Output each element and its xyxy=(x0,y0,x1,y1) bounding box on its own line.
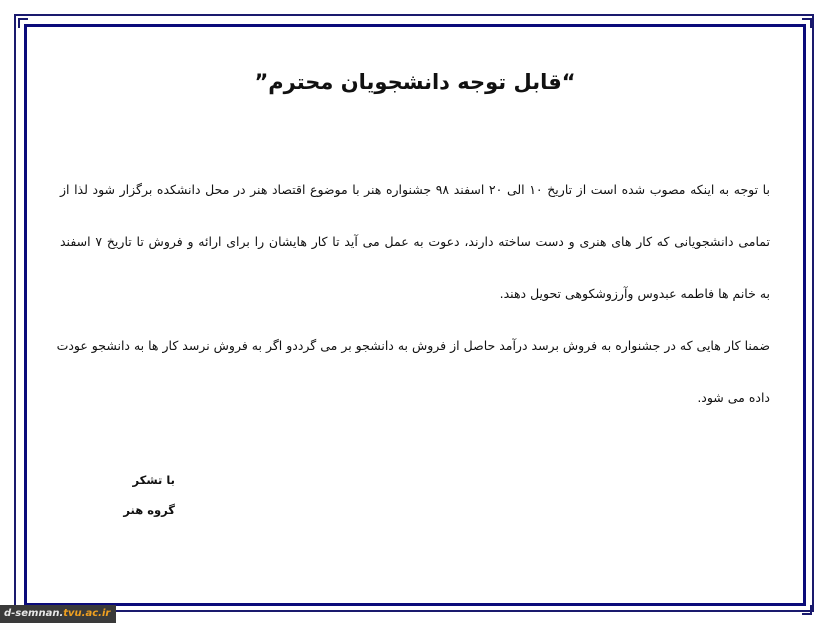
watermark-domain: tvu.ac.ir xyxy=(63,608,111,619)
document-content xyxy=(56,60,770,441)
paragraph-2-line-1: ضمنا کار هایی که در جشنواره به فروش برسد درآمد حاصل از فروش به دانشجو بر می گرددو اگر به فروش نرسد کار ها به دانشجو عودت xyxy=(56,338,770,354)
signature-group: گروه هنر xyxy=(123,503,175,517)
watermark-prefix: d-semnan. xyxy=(4,608,64,619)
frame-corner-top-right xyxy=(802,18,812,28)
paragraph-1-line-1: با توجه به اینکه مصوب شده است از تاریخ ۱۰ الی ۲۰ اسفند ۹۸ جشنواره هنر با موضوع اقتصاد هنر در محل دانشکده برگزار شود لذا از xyxy=(60,182,770,198)
frame-corner-top-left xyxy=(18,18,28,28)
frame-corner-bottom-right xyxy=(802,605,812,615)
signature-block xyxy=(123,472,175,532)
paragraph-2-line-2: داده می شود. xyxy=(697,390,770,406)
paragraph-1-line-3: به خانم ها فاطمه عبدوس وآرزوشکوهی تحویل دهند. xyxy=(499,286,770,302)
site-watermark xyxy=(0,605,116,623)
document-title: “قابل توجه دانشجویان محترم” xyxy=(254,70,576,94)
announcement-body xyxy=(56,181,770,407)
paragraph-1-line-2: تمامی دانشجویانی که کار های هنری و دست ساخته دارند، دعوت به عمل می آید تا کار هایشان را برای ارائه و فروش تا تاریخ ۷ اسفند xyxy=(60,234,770,250)
signature-thanks: با تشکر xyxy=(132,473,175,487)
